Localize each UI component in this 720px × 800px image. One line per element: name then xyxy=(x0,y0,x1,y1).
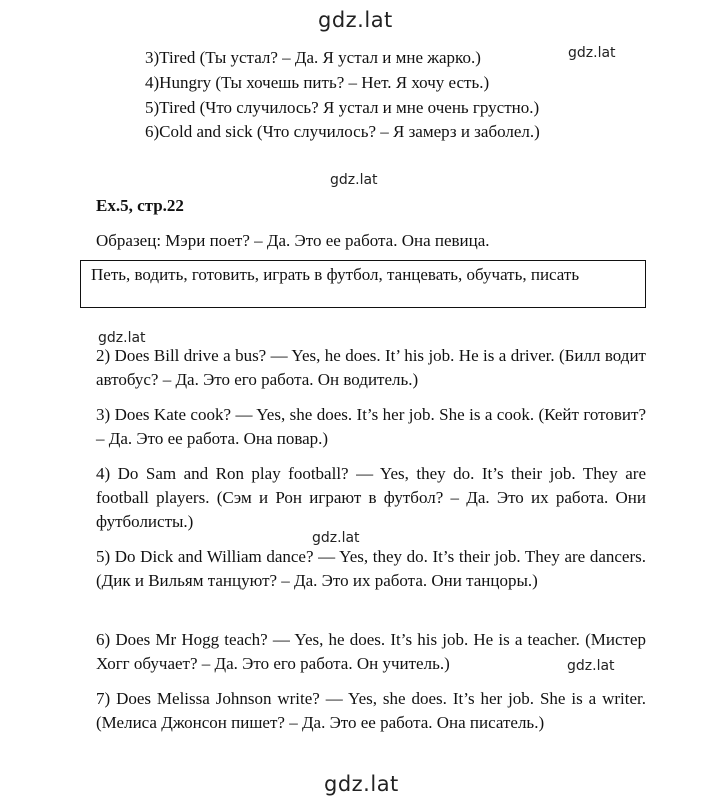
item-text: Tired (Ты устал? – Да. Я устал и мне жарко.) xyxy=(159,48,481,67)
example-sentence: Образец: Мэри поет? – Да. Это ее работа. Она певица. xyxy=(96,231,490,250)
watermark-right-lower: gdz.lat xyxy=(567,658,615,674)
list-item xyxy=(145,46,481,70)
answer-item: 3) Does Kate cook? — Yes, she does. It’s her job. She is a cook. (Кейт готовит? – Да. Это ее работа. Она повар.) xyxy=(96,405,646,448)
list-item xyxy=(145,96,539,120)
word-box xyxy=(80,260,646,308)
item-text: Tired (Что случилось? Я устал и мне очень грустно.) xyxy=(159,98,540,117)
watermark-middle: gdz.lat xyxy=(330,172,378,188)
answer-item: 6) Does Mr Hogg teach? — Yes, he does. It’s his job. He is a teacher. (Мистер Хогг обучает? – Да. Это его работа. Он учитель.) xyxy=(96,630,646,673)
item-number: 3) xyxy=(145,48,160,67)
answer-item: 7) Does Melissa Johnson write? — Yes, she does. It’s her job. She is a writer. (Мелиса Джонсон пишет? – Да. Это ее работа. Она писатель.) xyxy=(96,689,646,732)
item-text: Cold and sick (Что случилось? – Я замерз и заболел.) xyxy=(159,122,540,141)
list-item xyxy=(145,120,540,144)
watermark-left: gdz.lat xyxy=(98,330,146,346)
item-number: 4) xyxy=(145,73,160,92)
watermark-top: gdz.lat xyxy=(318,8,393,32)
watermark-right: gdz.lat xyxy=(568,45,616,61)
watermark-bottom: gdz.lat xyxy=(324,772,399,796)
exercise-heading: Ex.5, стр.22 xyxy=(96,196,184,215)
list-item xyxy=(145,71,489,95)
item-text: Hungry (Ты хочешь пить? – Нет. Я хочу есть.) xyxy=(159,73,490,92)
answer-item: 5) Do Dick and William dance? — Yes, they do. It’s their job. They are dancers. (Дик и Вильям танцуют? – Да. Это их работа. Они танцоры.) xyxy=(96,547,646,590)
watermark-center: gdz.lat xyxy=(312,530,360,546)
item-number: 6) xyxy=(145,122,160,141)
answer-item: 2) Does Bill drive a bus? — Yes, he does. It’ his job. He is a driver. (Билл водит автобус? – Да. Это его работа. Он водитель.) xyxy=(96,346,646,389)
item-number: 5) xyxy=(145,98,160,117)
word-box-text: Петь, водить, готовить, играть в футбол, танцевать, обучать, писать xyxy=(91,265,580,284)
answer-item: 4) Do Sam and Ron play football? — Yes, they do. It’s their job. They are football players. (Сэм и Рон играют в футбол? – Да. Это их работа. Они футболисты.) xyxy=(96,464,646,531)
